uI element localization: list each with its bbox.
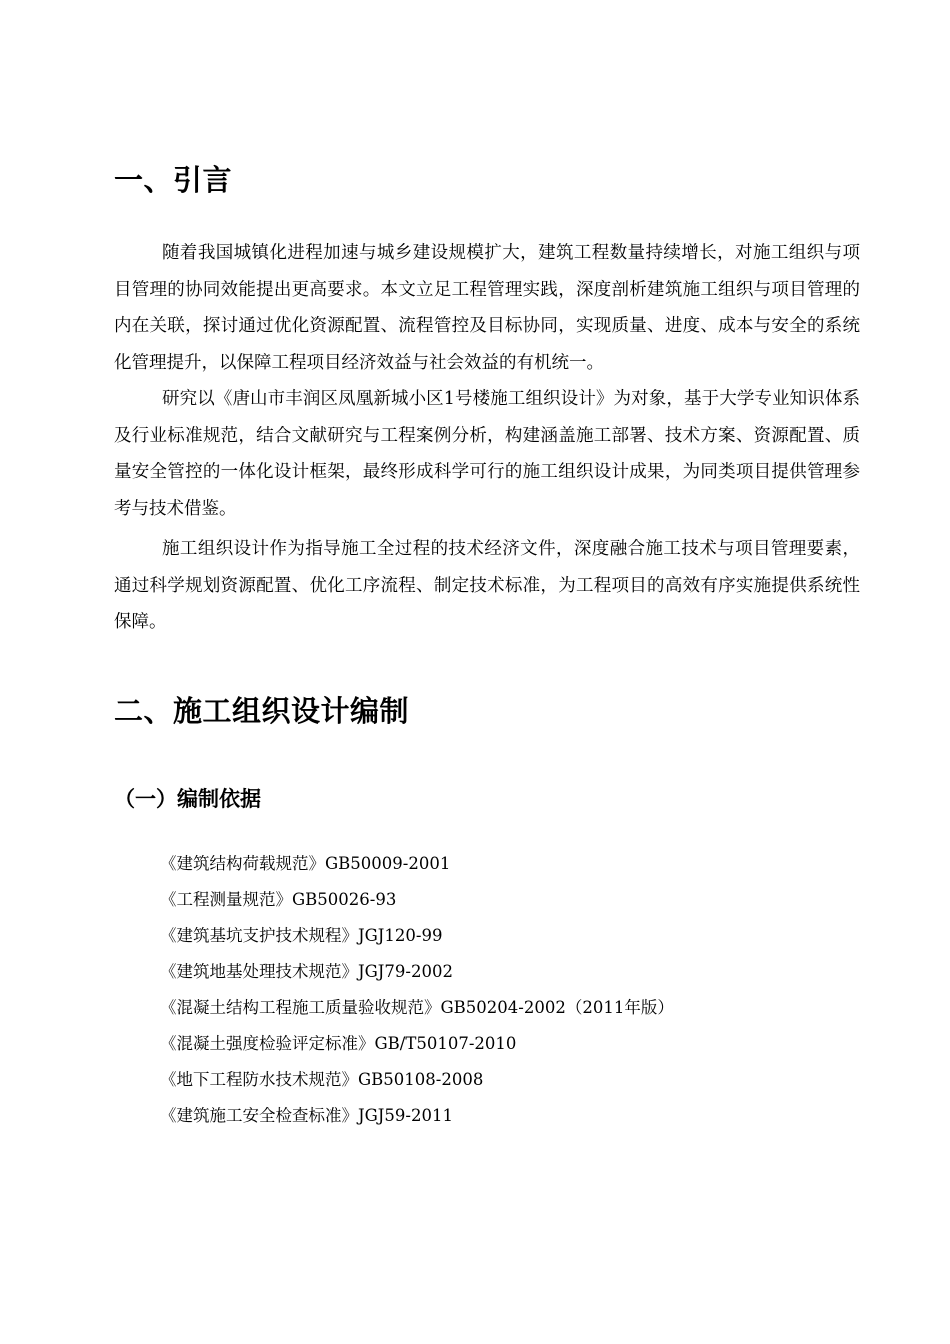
reference-item: 《建筑基坑支护技术规程》JGJ120-99	[160, 926, 443, 945]
reference-item: 《建筑结构荷载规范》GB50009-2001	[160, 854, 451, 873]
reference-item: 《建筑地基处理技术规范》JGJ79-2002	[160, 962, 453, 981]
reference-item: 《工程测量规范》GB50026-93	[160, 890, 397, 909]
subsection-heading-basis: （一）编制依据	[114, 787, 261, 811]
reference-item: 《地下工程防水技术规范》GB50108-2008	[160, 1070, 484, 1089]
section-heading-construction-design: 二、施工组织设计编制	[114, 694, 410, 728]
section-heading-introduction: 一、引言	[114, 163, 233, 197]
intro-paragraph-1: 随着我国城镇化进程加速与城乡建设规模扩大，建筑工程数量持续增长，对施工组织与项目管理的协同效能提出更高要求。本文立足工程管理实践，深度剖析建筑施工组织与项目管理的内在关联，探讨通过优化资源配置、流程管控及目标协同，实现质量、进度、成本与安全的系统化管理提升，以保障工程项目经济效益与社会效益的有机统一。	[114, 243, 860, 373]
reference-item: 《建筑施工安全检查标准》JGJ59-2011	[160, 1106, 453, 1125]
intro-paragraph-3: 施工组织设计作为指导施工全过程的技术经济文件，深度融合施工技术与项目管理要素，通过科学规划资源配置、优化工序流程、制定技术标准，为工程项目的高效有序实施提供系统性保障。	[114, 539, 860, 632]
reference-item: 《混凝土强度检验评定标准》GB/T50107-2010	[160, 1034, 517, 1053]
intro-paragraph-2: 研究以《唐山市丰润区凤凰新城小区1号楼施工组织设计》为对象，基于大学专业知识体系及行业标准规范，结合文献研究与工程案例分析，构建涵盖施工部署、技术方案、资源配置、质量安全管控的一体化设计框架，最终形成科学可行的施工组织设计成果，为同类项目提供管理参考与技术借鉴。	[114, 389, 860, 519]
reference-item: 《混凝土结构工程施工质量验收规范》GB50204-2002（2011年版）	[160, 998, 674, 1017]
reference-list	[160, 846, 674, 1134]
